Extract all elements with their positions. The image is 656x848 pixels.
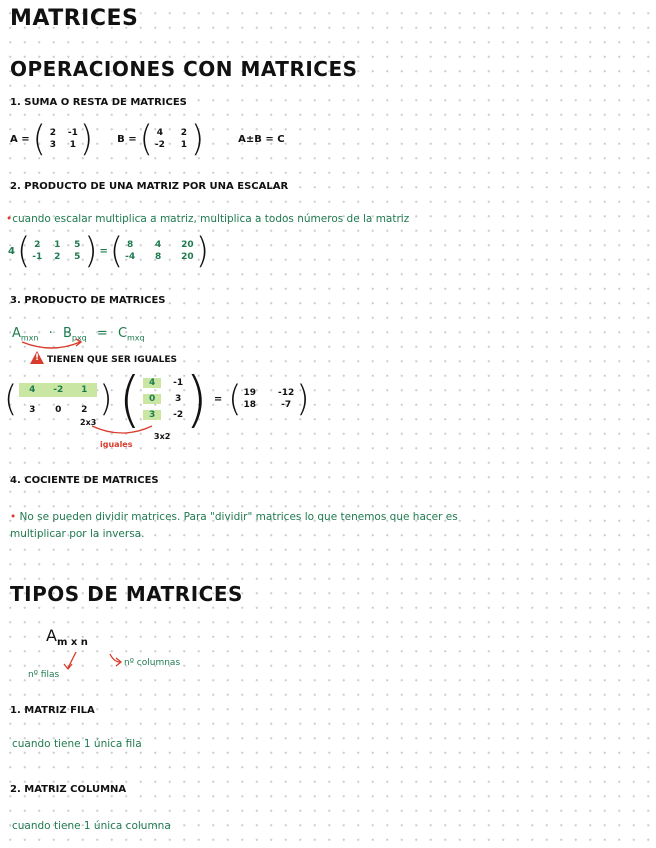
escalar-example: 4 ( 2 1 5 -1 2 5 ) = ( 8 4 20 -4 8 20 ) [8,230,209,272]
matrix-a: 2 -1 3 1 [49,128,78,150]
tipos-a-label: $A_{m x n}$ [46,626,88,649]
fila-note: cuando tiene 1 única fila [12,738,142,750]
escalar-heading: 2. PRODUCTO DE UNA MATRIZ POR UNA ESCALAR [10,181,289,192]
suma-formula: A±B = C [238,133,285,145]
cociente-line1: • No se pueden dividir matrices. Para "dividir" matrices lo que tenemos que hacer es [10,511,458,523]
scalar-value: 4 [8,245,15,257]
warning-note: ! TIENEN QUE SER IGUALES [30,351,177,365]
dim-b: 3x2 [154,432,171,441]
matrix-b-label: B = [117,133,137,145]
arrows-icon [60,650,130,678]
tipos-heading: TIPOS DE MATRICES [10,582,243,606]
matrix-b: 4 2 -2 1 [154,128,188,150]
cociente-heading: 4. COCIENTE DE MATRICES [10,475,159,486]
matrix-a-label: A = [10,133,30,145]
columnas-label: nº columnas [124,658,181,668]
columna-note: cuando tiene 1 única columna [12,820,171,832]
cociente-line2: multiplicar por la inversa. [10,528,145,540]
bullet-icon: • [10,511,17,523]
producto-matrix-b: 4 -1 0 3 3 -2 [141,378,185,420]
producto-result: 19 -12 18 -7 [243,388,295,410]
arrow-icon [18,338,88,352]
suma-heading: 1. SUMA O RESTA DE MATRICES [10,97,187,108]
iguales-label: iguales [100,440,133,449]
columna-heading: 2. MATRIZ COLUMNA [10,784,127,795]
warning-icon: ! [30,351,44,364]
producto-matrix-a: 4 -2 1 3 0 2 [17,383,99,415]
producto-formula: $A_{mxn} \cdot B_{pxq} = C_{mxq}$ [12,326,145,343]
dim-a: 2x3 [80,418,97,427]
scalar-result: 8 4 20 -4 8 20 [125,240,194,262]
brace-icon [88,424,158,440]
suma-matrices: A = ( 2 -1 3 1 ) B = ( 4 2 -2 1 ) A±B = C [10,118,285,160]
filas-label: nº filas [28,670,60,680]
bullet-icon: • [6,213,13,225]
operaciones-heading: OPERACIONES CON MATRICES [10,57,358,81]
producto-heading: 3. PRODUCTO DE MATRICES [10,295,166,306]
page-title: MATRICES [10,6,139,31]
fila-heading: 1. MATRIZ FILA [10,705,95,716]
escalar-note: •cuando escalar multiplica a matriz, multiplica a todos números de la matriz [6,213,410,225]
scalar-matrix: 2 1 5 -1 2 5 [32,240,81,262]
producto-example: ( 4 -2 1 3 0 2 ) ( 4 -1 0 3 3 -2 ) = ( 19 -12 18 -7 ) [4,363,310,435]
